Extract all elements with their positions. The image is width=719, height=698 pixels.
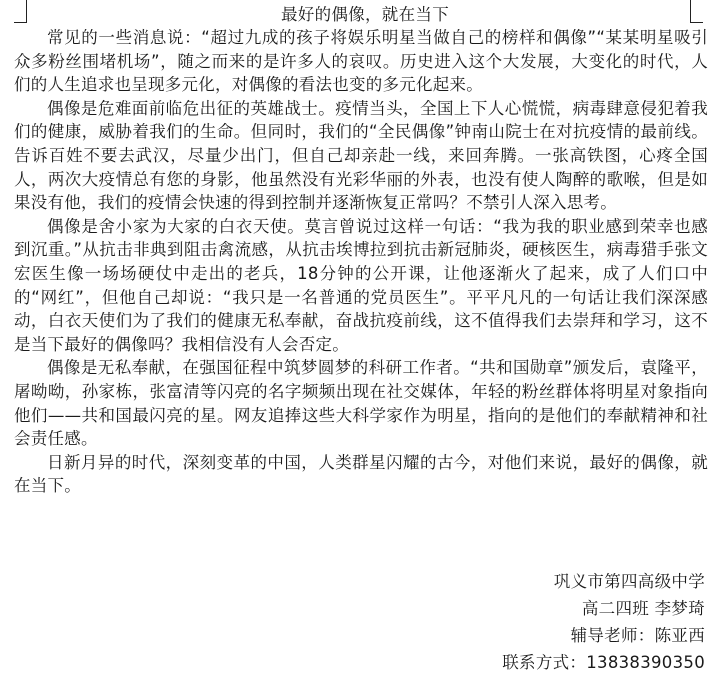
advisor: 辅导老师：陈亚西 xyxy=(570,626,705,645)
contact-info: 联系方式：13838390350 xyxy=(502,653,705,672)
paragraph-conclusion: 日新月异的时代，深刻变革的中国，人类群星闪耀的古今，对他们来说，最好的偶像，就在当下。 xyxy=(14,452,708,496)
school-name: 巩义市第四高级中学 xyxy=(553,572,705,591)
signature-block xyxy=(502,568,705,676)
document-body xyxy=(14,0,708,498)
paragraph-scientists: 偶像是无私奉献，在强国征程中筑梦圆梦的科研工作者。“共和国勋章”颁发后，袁隆平，屠呦呦，孙家栋，张富清等闪亮的名字频频出现在社交媒体，年轻的粉丝群体将明星对象指向他们——共和国最闪亮的星。网友追捧这些大科学家作为明星，指向的是他们的奉献精神和社会责任感。 xyxy=(14,358,708,449)
essay-title: 最好的偶像，就在当下 xyxy=(281,5,449,24)
paragraph-zhong-nanshan: 偶像是危难面前临危出征的英雄战士。疫情当头，全国上下人心慌慌，病毒肆意侵犯着我们的健康，威胁着我们的生命。但同时，我们的“全民偶像”钟南山院士在对抗疫情的最前线。告诉百姓不要去武汉，尽量少出门，但自己却亲赴一线，来回奔腾。一张高铁图，心疼全国人，两次大疫情总有您的身影，他虽然没有光彩华丽的外表，也没有使人陶醉的歌喉，但是如果没有他，我们的疫情会快速的得到控制并逐渐恢复正常吗？不禁引人深入思考。 xyxy=(14,98,708,213)
paragraph-zhang-wenhong: 偶像是舍小家为大家的白衣天使。莫言曾说过这样一句话：“我为我的职业感到荣幸也感到沉重。”从抗击非典到阻击禽流感，从抗击埃博拉到抗击新冠肺炎，硬核医生，病毒猎手张文宏医生像一场场硬仗中走出的老兵，18分钟的公开课，让他逐渐火了起来，成了人们口中的“网红”，但他自己却说：“我只是一名普通的党员医生”。平平凡凡的一句话让我们深深感动，白衣天使们为了我们的健康无私奉献，奋战抗疫前线，这不值得我们去崇拜和学习，这不是当下最好的偶像吗？我相信没有人会否定。 xyxy=(14,216,708,354)
paragraph-intro: 常见的一些消息说：“超过九成的孩子将娱乐明星当做自己的榜样和偶像”“某某明星吸引众多粉丝围堵机场”，随之而来的是许多人的哀叹。历史进入这个大发展，大变化的时代，人们的人生追求也呈现多元化，对偶像的看法也变的多元化起来。 xyxy=(14,28,708,95)
class-author: 高二四班 李梦琦 xyxy=(581,599,705,618)
